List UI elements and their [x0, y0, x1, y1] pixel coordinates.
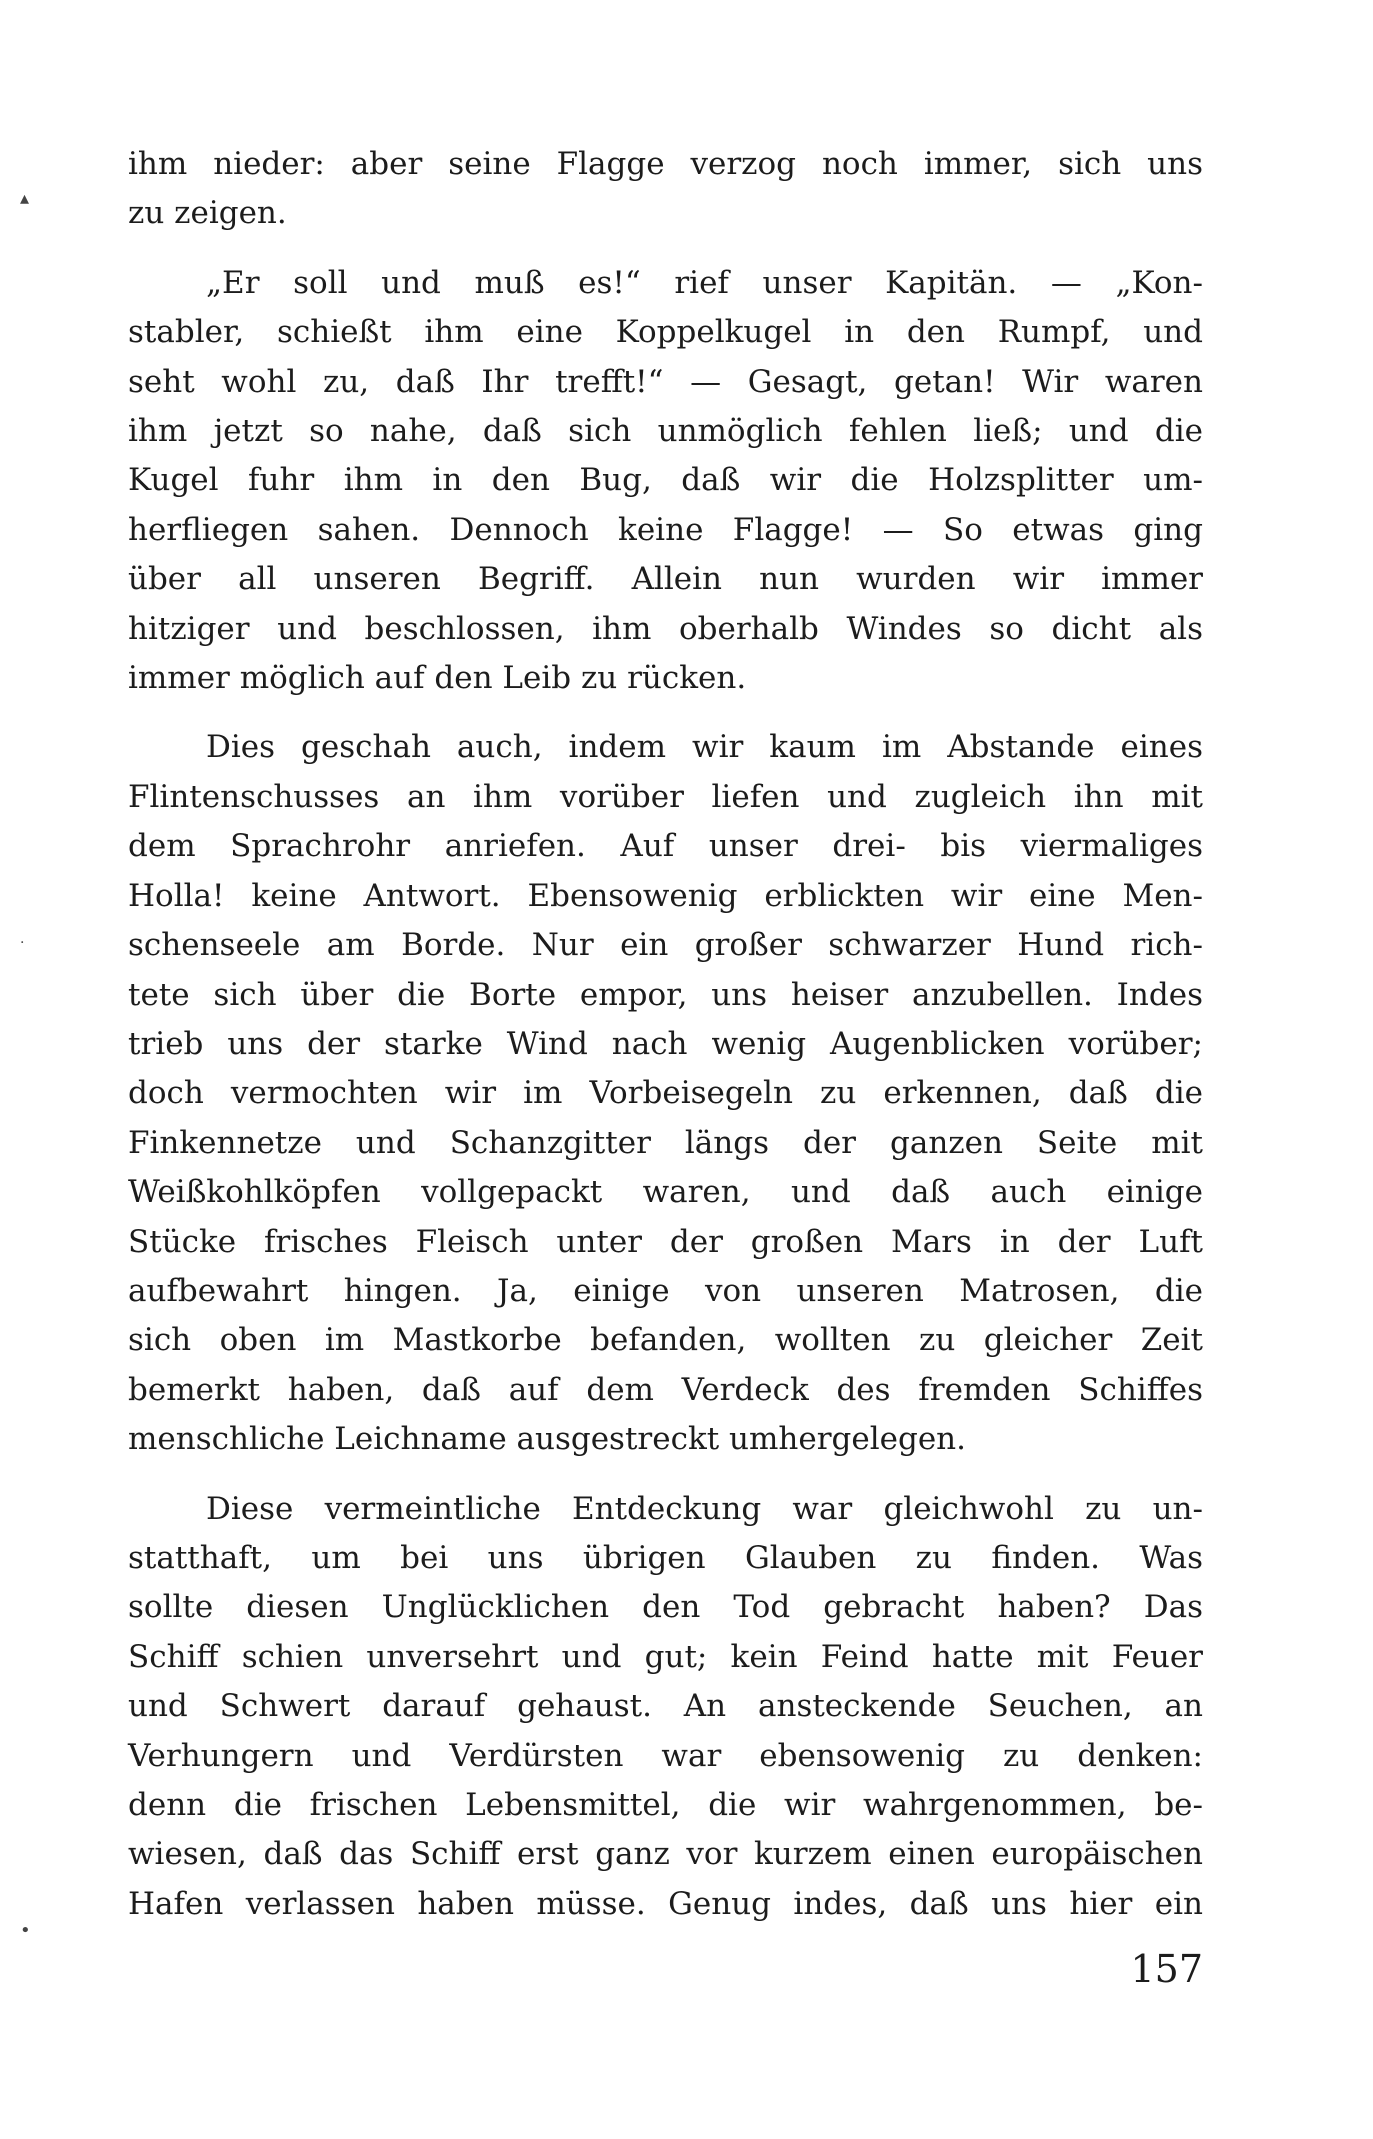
text-line: ihm nieder: aber seine Flagge verzog noch immer, sich uns — [128, 146, 1203, 182]
paragraph-1 — [128, 140, 1203, 239]
text-line: ihm jetzt so nahe, daß sich unmöglich fehlen ließ; und die — [128, 413, 1203, 450]
text-line: Diese vermeintliche Entdeckung war gleichwohl zu un- — [206, 1490, 1203, 1527]
text-line: sollte diesen Unglücklichen den Tod gebracht haben? Das — [128, 1589, 1203, 1626]
text-line: schenseele am Borde. Nur ein großer schwarzer Hund rich- — [128, 927, 1203, 964]
text-line: zu zeigen. — [128, 195, 287, 232]
text-line: seht wohl zu, daß Ihr trefft!“ — Gesagt, getan! Wir waren — [128, 363, 1203, 400]
text-line: herfliegen sahen. Dennoch keine Flagge! — So etwas ging — [128, 511, 1203, 548]
text-line: menschliche Leichname ausgestreckt umhergelegen. — [128, 1421, 966, 1458]
text-line: Holla! keine Antwort. Ebensowenig erblickten wir eine Men- — [128, 877, 1203, 914]
text-body — [128, 140, 1203, 1929]
text-line: Verhungern und Verdürsten war ebensowenig zu denken: — [128, 1737, 1203, 1774]
text-line: Finkennetze und Schanzgitter längs der ganzen Seite mit — [128, 1124, 1203, 1161]
text-line: statthaft, um bei uns übrigen Glauben zu finden. Was — [128, 1539, 1203, 1576]
text-line: dem Sprachrohr anriefen. Auf unser drei- bis viermaliges — [128, 828, 1203, 865]
text-line: Dies geschah auch, indem wir kaum im Abstande eines — [206, 729, 1203, 766]
paragraph-2 — [128, 259, 1203, 704]
text-line: Kugel fuhr ihm in den Bug, daß wir die Holzsplitter um- — [128, 462, 1203, 499]
scan-speck: ▴ — [20, 188, 30, 209]
paragraph-4 — [128, 1485, 1203, 1930]
text-line: Schiff schien unversehrt und gut; kein Feind hatte mit Feuer — [128, 1638, 1203, 1675]
text-line: Flintenschusses an ihm vorüber liefen und zugleich ihn mit — [128, 778, 1203, 815]
scan-speck: · — [20, 935, 25, 951]
text-line: immer möglich auf den Leib zu rücken. — [128, 660, 747, 697]
text-line: trieb uns der starke Wind nach wenig Augenblicken vorüber; — [128, 1025, 1203, 1062]
text-line: stabler, schießt ihm eine Koppelkugel in den Rumpf, und — [128, 314, 1203, 351]
text-line: aufbewahrt hingen. Ja, einige von unseren Matrosen, die — [128, 1272, 1203, 1309]
text-line: denn die frischen Lebensmittel, die wir wahrgenommen, be- — [128, 1787, 1203, 1823]
text-line: doch vermochten wir im Vorbeisegeln zu erkennen, daß die — [128, 1075, 1203, 1112]
text-line: Hafen verlassen haben müsse. Genug indes, daß uns hier ein — [128, 1885, 1203, 1922]
text-line: Stücke frisches Fleisch unter der großen Mars in der Luft — [128, 1223, 1203, 1260]
text-line: über all unseren Begriff. Allein nun wurden wir immer — [128, 561, 1203, 598]
text-line: hitziger und beschlossen, ihm oberhalb Windes so dicht als — [128, 610, 1203, 647]
text-line: und Schwert darauf gehaust. An ansteckende Seuchen, an — [128, 1688, 1203, 1725]
scan-speck: • — [20, 1920, 31, 1941]
text-line: tete sich über die Borte empor, uns heiser anzubellen. Indes — [128, 976, 1203, 1013]
text-line: „Er soll und muß es!“ rief unser Kapitän. — „Kon- — [206, 264, 1203, 301]
text-line: wiesen, daß das Schiff erst ganz vor kurzem einen europäischen — [128, 1836, 1203, 1873]
text-line: bemerkt haben, daß auf dem Verdeck des fremden Schiffes — [128, 1371, 1203, 1408]
paragraph-3 — [128, 723, 1203, 1464]
text-line: Weißkohlköpfen vollgepackt waren, und daß auch einige — [128, 1174, 1203, 1211]
page-number: 157 — [1130, 1947, 1203, 1991]
text-line: sich oben im Mastkorbe befanden, wollten zu gleicher Zeit — [128, 1322, 1203, 1359]
